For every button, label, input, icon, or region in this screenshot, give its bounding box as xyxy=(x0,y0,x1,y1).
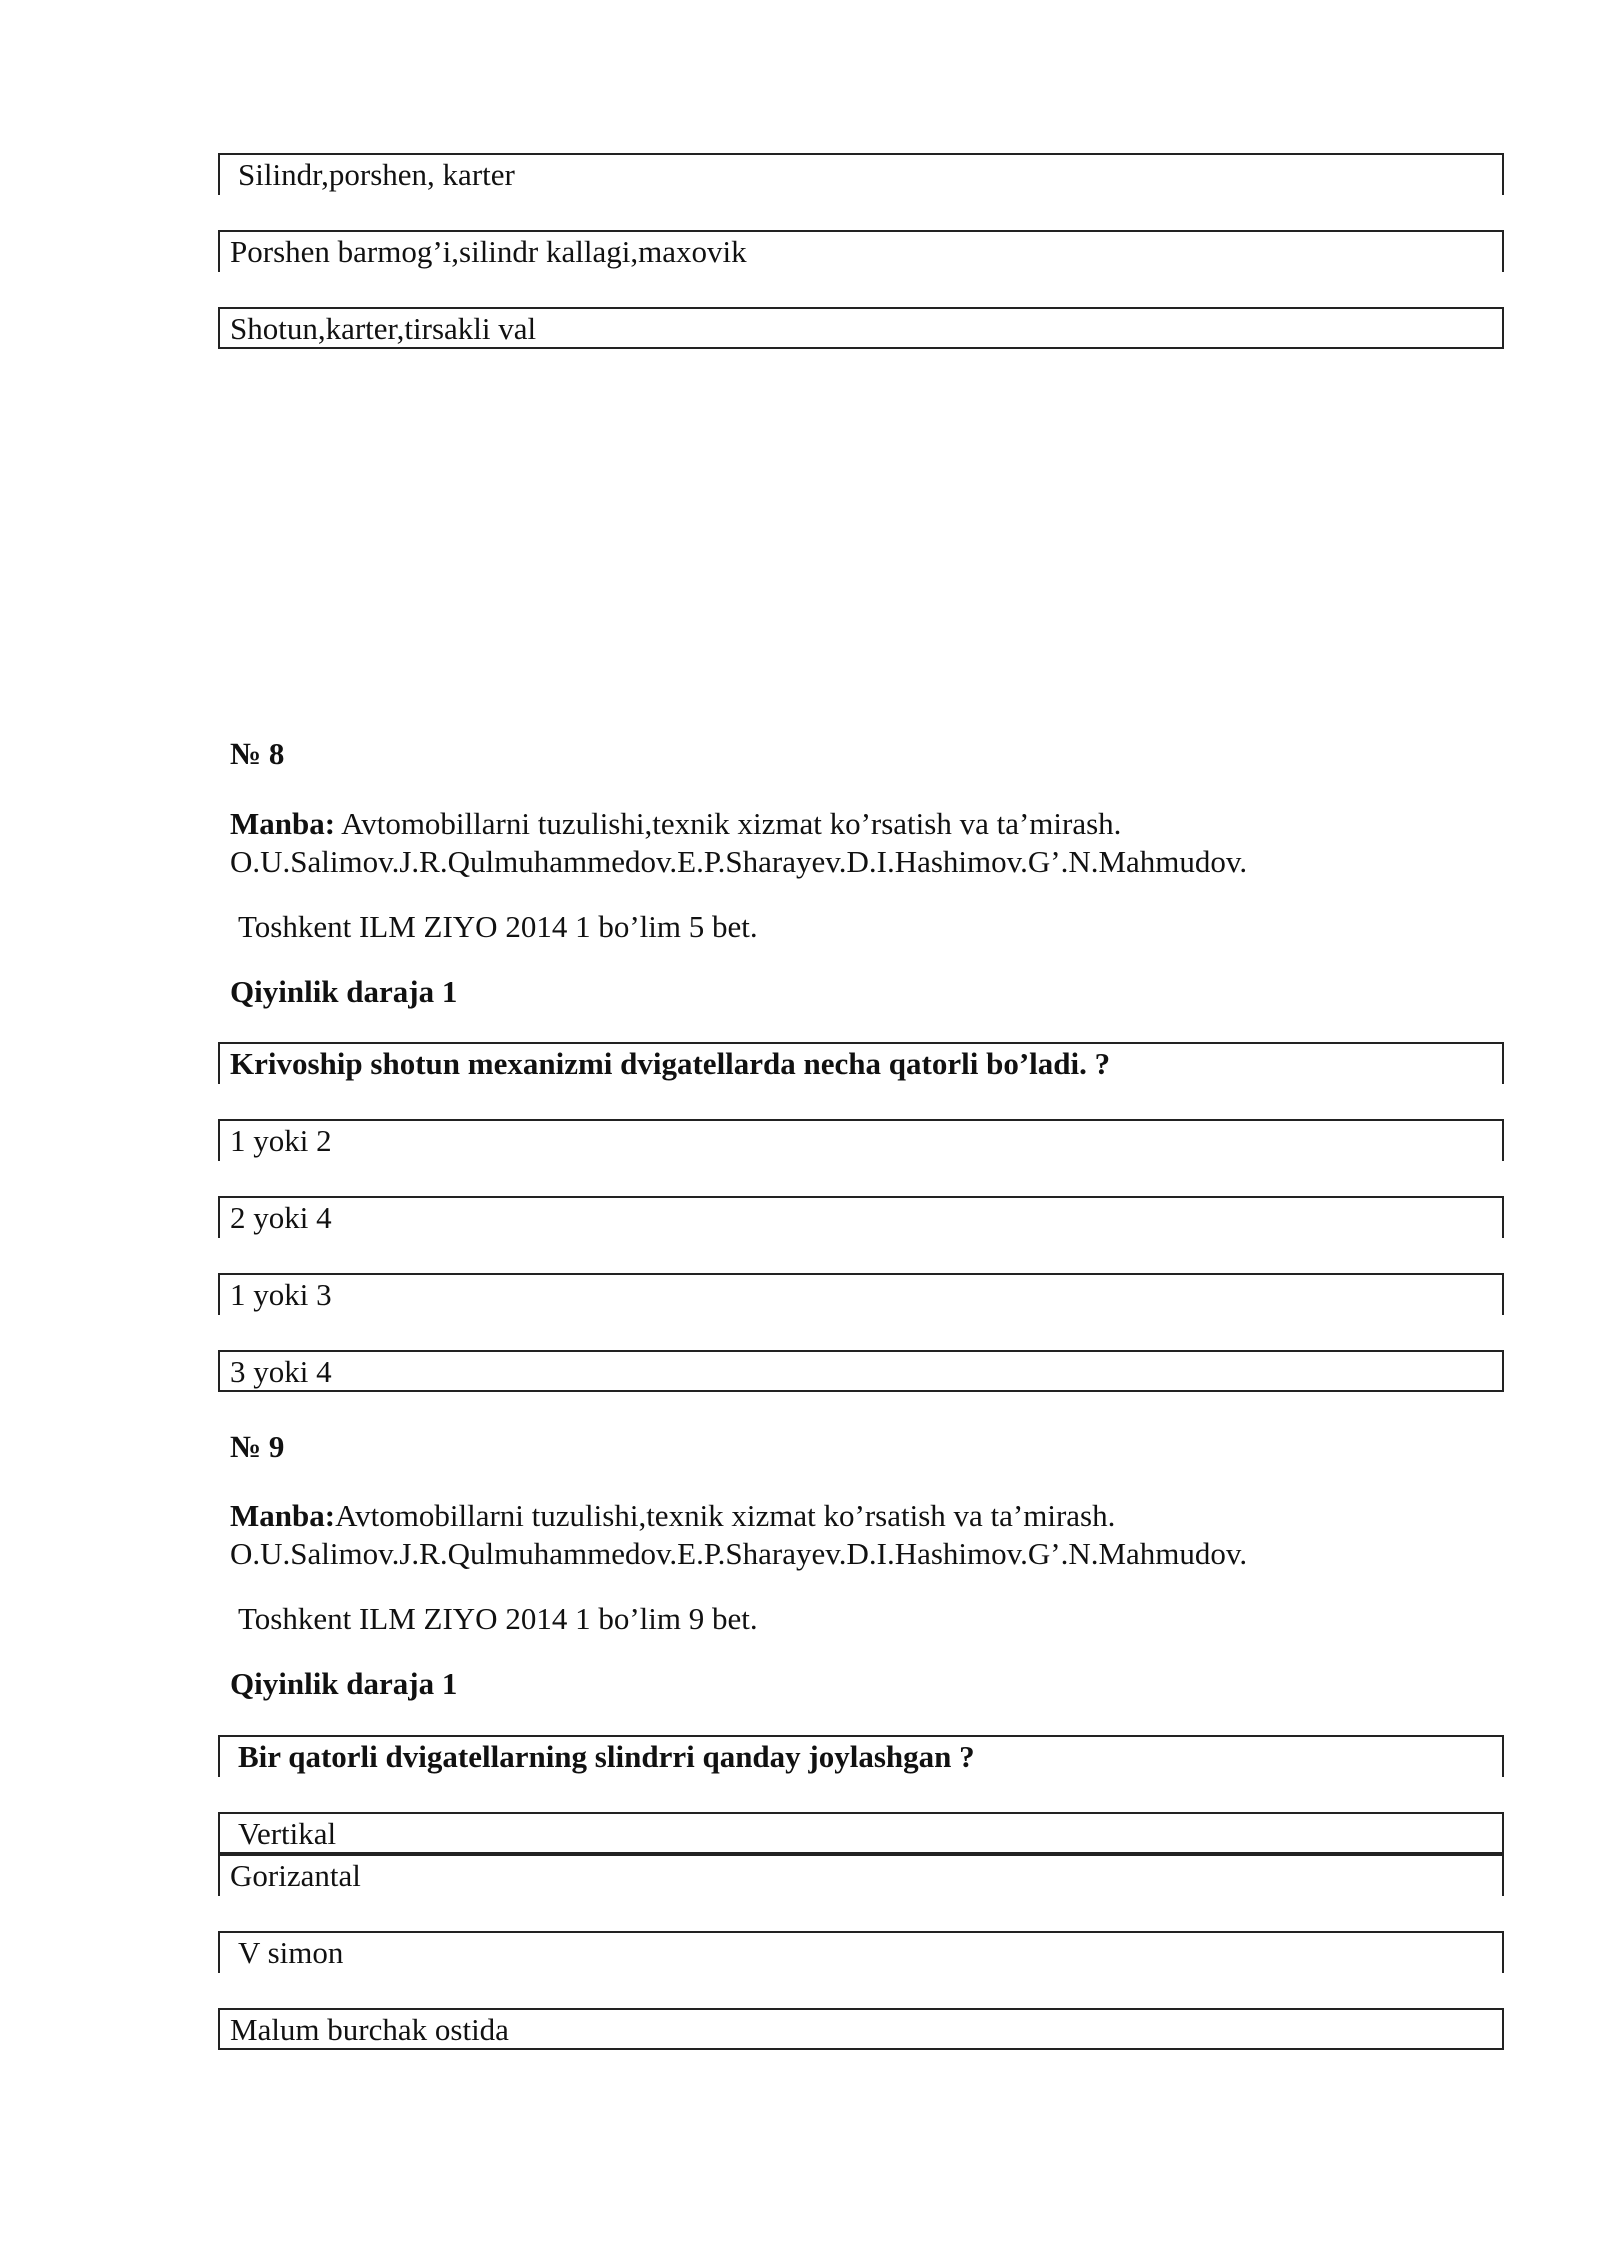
answer-option: Gorizantal xyxy=(218,1854,1504,1896)
question-number: № 9 xyxy=(230,1429,285,1464)
answer-option: Shotun,karter,tirsakli val xyxy=(218,307,1504,349)
answer-option: Silindr,porshen, karter xyxy=(218,153,1504,195)
source-authors: O.U.Salimov.J.R.Qulmuhammedov.E.P.Sharayev.D.I.Hashimov.G’.N.Mahmudov. xyxy=(230,844,1248,879)
answer-option: V simon xyxy=(218,1931,1504,1973)
source-label: Manba: xyxy=(230,806,336,841)
source-line xyxy=(230,1497,1115,1535)
answer-option: Porshen barmog’i,silindr kallagi,maxovik xyxy=(218,230,1504,272)
question-text: Krivoship shotun mexanizmi dvigatellarda necha qatorli bo’ladi. ? xyxy=(218,1042,1504,1084)
source-text: Avtomobillarni tuzulishi,texnik xizmat ko’rsatish va ta’mirash. xyxy=(335,806,1122,841)
answer-option: 1 yoki 3 xyxy=(218,1273,1504,1315)
answer-option: Vertikal xyxy=(218,1812,1504,1854)
source-label: Manba: xyxy=(230,1498,336,1533)
question-text: Bir qatorli dvigatellarning slindrri qanday joylashgan ? xyxy=(218,1735,1504,1777)
difficulty-level: Qiyinlik daraja 1 xyxy=(230,974,458,1009)
answer-option: 2 yoki 4 xyxy=(218,1196,1504,1238)
source-line xyxy=(230,805,1121,843)
answer-option: Malum burchak ostida xyxy=(218,2008,1504,2050)
source-publisher: Toshkent ILM ZIYO 2014 1 bo’lim 5 bet. xyxy=(238,909,758,944)
answer-option: 3 yoki 4 xyxy=(218,1350,1504,1392)
question-number: № 8 xyxy=(230,736,285,771)
answer-option: 1 yoki 2 xyxy=(218,1119,1504,1161)
source-authors: O.U.Salimov.J.R.Qulmuhammedov.E.P.Sharayev.D.I.Hashimov.G’.N.Mahmudov. xyxy=(230,1536,1248,1571)
source-text: Avtomobillarni tuzulishi,texnik xizmat ko’rsatish va ta’mirash. xyxy=(335,1498,1116,1533)
source-publisher: Toshkent ILM ZIYO 2014 1 bo’lim 9 bet. xyxy=(238,1601,758,1636)
difficulty-level: Qiyinlik daraja 1 xyxy=(230,1666,458,1701)
